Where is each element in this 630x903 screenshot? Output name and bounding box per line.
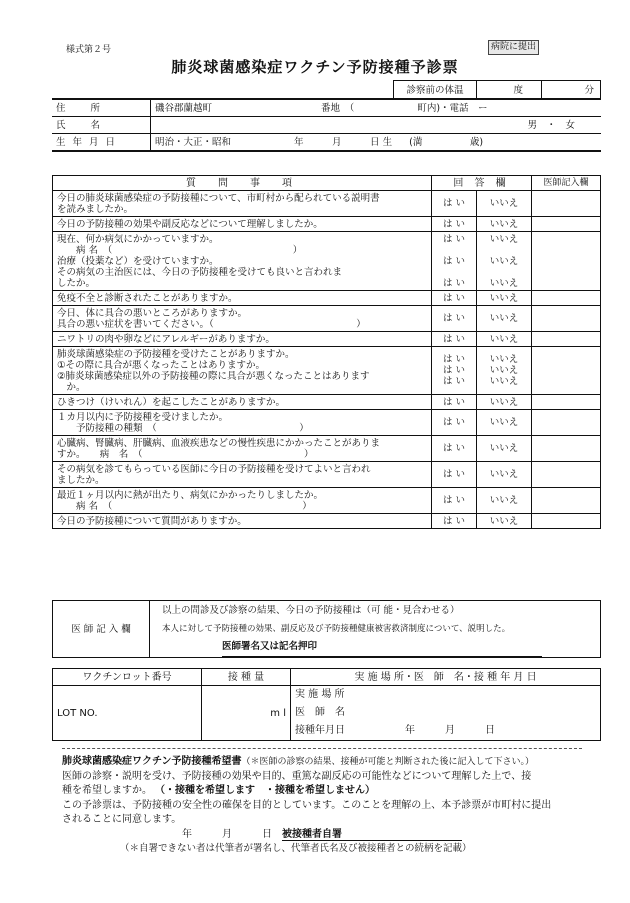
question-line: 今日の予防接種の効果や副反応などについて理解しましたか。 <box>57 218 323 230</box>
yes-option[interactable]: は い <box>442 333 466 345</box>
question-line: その病気の主治医には、今日の予防接種を受けても良いと言われま <box>57 266 343 278</box>
answer-yes[interactable] <box>432 395 477 410</box>
question-line: 肺炎球菌感染症の予防接種を受けたことがありますか。 <box>57 348 295 360</box>
yes-option[interactable]: は い <box>442 198 466 209</box>
question-row <box>53 217 601 232</box>
answer-no[interactable] <box>477 488 532 514</box>
consent-p3: この予診票は、予防接種の安全性の確保を目的としています。このことを理解の上、本予診票が市町村に提出 <box>62 799 552 811</box>
consent-options[interactable]: （・接種を希望します ・接種を希望しません） <box>160 785 375 796</box>
doctor-content <box>150 601 601 658</box>
question-line: 今日の予防接種について質問がありますか。 <box>57 515 247 527</box>
question-line: ひきつけ（けいれん）を起こしたことがありますか。 <box>57 396 286 408</box>
question-row <box>53 488 601 514</box>
doctor-judgement[interactable]: 以上の問診及び診察の結果、今日の予防接種は（可 能・見合わせる） <box>162 604 460 616</box>
question-text <box>53 488 432 514</box>
question-line: 今日の肺炎球菌感染症の予防接種について、市町村から配られている説明書 <box>57 192 380 204</box>
answer-header: 回 答 欄 <box>432 176 532 191</box>
question-line: 予防接種の種類 （ ） <box>57 422 309 434</box>
place-label: 実 施 場 所 <box>295 689 345 700</box>
answer-yes[interactable] <box>432 232 477 291</box>
answer-yes[interactable] <box>432 347 477 395</box>
answer-no[interactable] <box>477 232 532 291</box>
no-option[interactable]: いいえ <box>489 218 519 230</box>
question-line: 具合の悪い症状を書いてください。（ ） <box>57 318 366 330</box>
answer-no[interactable] <box>477 347 532 395</box>
answer-no[interactable] <box>477 410 532 436</box>
no-option[interactable]: いいえ <box>489 515 519 527</box>
consent-p2a: 種を希望しますか。 <box>62 785 152 796</box>
question-line: ②肺炎球菌感染症以外の予防接種の際に具合が悪くなったことはあります <box>57 370 370 382</box>
yes-option[interactable]: は い <box>442 218 466 230</box>
doctor-section <box>52 600 601 658</box>
answer-no[interactable] <box>477 291 532 306</box>
yes-option[interactable]: は い <box>442 365 466 376</box>
yes-option[interactable]: は い <box>442 515 466 527</box>
name-label: 氏 名 <box>52 117 151 134</box>
birth-ymd: 年 月 日 生 <box>294 136 393 148</box>
lot-header: ワクチンロット番号 <box>53 669 202 686</box>
yes-option[interactable]: は い <box>442 233 466 245</box>
question-text <box>53 395 432 410</box>
lot-number-field[interactable]: LOT NO. <box>53 686 202 741</box>
consent-footnote: （＊自署できない者は代筆者が署名し、代筆者氏名及び被接種者との続柄を記載） <box>120 843 472 854</box>
temperature-box <box>393 80 601 100</box>
yes-option[interactable]: は い <box>442 255 466 267</box>
answer-yes[interactable] <box>432 217 477 232</box>
date-units: 年 月 日 <box>405 725 495 736</box>
yes-option[interactable]: は い <box>442 443 466 454</box>
yes-option[interactable] <box>436 267 472 278</box>
question-row <box>53 191 601 217</box>
yes-option[interactable]: は い <box>442 277 466 289</box>
birth-label: 生 年 月 日 <box>52 134 151 152</box>
yes-option[interactable]: は い <box>442 396 466 408</box>
answer-no[interactable] <box>477 306 532 332</box>
questionnaire-table <box>52 175 601 529</box>
question-line: １カ月以内に予防接種を受けましたか。 <box>57 411 229 423</box>
doctor-note-cell[interactable] <box>532 217 601 232</box>
answer-yes[interactable] <box>432 306 477 332</box>
lot-label: 番地 （ <box>321 102 355 114</box>
yes-option[interactable]: は い <box>442 376 466 387</box>
question-text <box>53 232 432 291</box>
question-row <box>53 462 601 488</box>
consent-heading: 肺炎球菌感染症ワクチン予防接種希望書 <box>62 756 242 767</box>
question-text <box>53 436 432 462</box>
question-header: 質 問 事 項 <box>53 176 432 191</box>
answer-yes[interactable] <box>432 191 477 217</box>
dose-field[interactable]: m l <box>202 686 291 741</box>
doctor-note-cell[interactable] <box>532 291 601 306</box>
question-line: ①その際に具合が悪くなったことはありますか。 <box>57 359 266 371</box>
form-number: 様式第２号 <box>66 45 112 55</box>
question-row <box>53 232 601 291</box>
question-line: 免疫不全と診断されたことがありますか。 <box>57 292 238 304</box>
question-line: 現在、何か病気にかかっていますか。 <box>57 233 219 245</box>
temperature-degree[interactable]: 度 <box>477 81 542 100</box>
question-text <box>53 291 432 306</box>
doctor-note-cell[interactable] <box>532 514 601 529</box>
answer-no[interactable] <box>477 191 532 217</box>
question-line: ニワトリの肉や卵などにアレルギーがありますか。 <box>57 333 275 345</box>
question-row <box>53 514 601 529</box>
answer-yes[interactable] <box>432 488 477 514</box>
no-option[interactable] <box>481 245 527 256</box>
no-option[interactable]: いいえ <box>489 333 519 345</box>
question-line: か。 <box>57 381 86 393</box>
yes-option[interactable] <box>436 245 472 256</box>
question-line: 治療（投薬など）を受けていますか。 <box>57 255 219 267</box>
answer-yes[interactable] <box>432 462 477 488</box>
divider <box>62 748 582 749</box>
question-text <box>53 410 432 436</box>
no-option[interactable]: いいえ <box>489 396 519 408</box>
sign-date[interactable]: 年 月 日 <box>182 828 272 840</box>
question-text <box>53 514 432 529</box>
question-line: 心臓病、腎臓病、肝臓病、血液疾患などの慢性疾患にかかったことがありま <box>57 437 381 449</box>
era-options[interactable]: 明治・大正・昭和 <box>155 136 232 148</box>
no-option[interactable]: いいえ <box>489 292 519 304</box>
place-field[interactable] <box>291 686 601 741</box>
answer-no[interactable] <box>477 395 532 410</box>
question-text <box>53 306 432 332</box>
question-text <box>53 347 432 395</box>
answer-no[interactable] <box>477 217 532 232</box>
answer-no[interactable] <box>477 436 532 462</box>
question-line: 病 名 （ ） <box>57 500 312 512</box>
yes-option[interactable]: は い <box>442 469 466 480</box>
question-line: すか。 病 名 （ ） <box>57 448 314 460</box>
answer-no[interactable] <box>477 462 532 488</box>
consent-p1: 医師の診察・説明を受け、予防接種の効果や目的、重篤な副反応の可能性などについて理解した上で、接 <box>62 770 532 782</box>
question-text <box>53 191 432 217</box>
submit-stamp: 病院に提出 <box>488 40 539 55</box>
sex-options[interactable]: 男 ・ 女 <box>527 119 575 131</box>
doctor-note-cell[interactable] <box>532 306 601 332</box>
yes-option[interactable]: は い <box>442 313 466 324</box>
doctor-note-cell[interactable] <box>532 332 601 347</box>
no-option[interactable]: いいえ <box>489 354 519 365</box>
question-line: 病 名 （ ） <box>57 244 303 256</box>
no-option[interactable]: いいえ <box>489 495 519 506</box>
question-row <box>53 410 601 436</box>
answer-yes[interactable] <box>432 436 477 462</box>
yes-option[interactable]: は い <box>442 417 466 428</box>
no-option[interactable]: いいえ <box>489 255 519 267</box>
doctor-note-cell[interactable] <box>532 410 601 436</box>
doctor-note-cell[interactable] <box>532 436 601 462</box>
personal-info <box>52 98 601 152</box>
address-field[interactable] <box>151 99 602 117</box>
date-label: 接種年月日 <box>295 725 345 736</box>
consent-section <box>62 755 592 857</box>
doctor-note-cell[interactable] <box>532 462 601 488</box>
name-field[interactable] <box>151 117 602 134</box>
question-line: ましたか。 <box>57 474 105 486</box>
no-option[interactable]: いいえ <box>489 277 519 289</box>
question-row <box>53 395 601 410</box>
no-option[interactable]: いいえ <box>489 313 519 324</box>
no-option[interactable]: いいえ <box>489 233 519 245</box>
age-label: (満 歳) <box>409 136 484 148</box>
temperature-label: 診察前の体温 <box>394 81 477 100</box>
no-option[interactable]: いいえ <box>489 376 519 387</box>
question-line: したか。 <box>57 277 96 289</box>
consent-note: （＊医師の診察の結果、接種が可能と判断された後に記入して下さい。） <box>241 757 535 767</box>
address-value: 磯谷郡蘭越町 <box>155 102 213 114</box>
doctor-signature[interactable]: 医師署名又は記名押印 <box>222 638 542 657</box>
question-line: 最近１ヶ月以内に熱が出たり、病気にかかったりしましたか。 <box>57 489 324 501</box>
question-row <box>53 332 601 347</box>
doctor-header: 医師記入欄 <box>532 176 601 191</box>
temperature-minute[interactable]: 分 <box>542 81 601 100</box>
sign-field[interactable]: 被接種者自署 <box>282 829 462 841</box>
question-row <box>53 291 601 306</box>
question-line: 今日、体に具合の悪いところがありますか。 <box>57 307 248 319</box>
doctor-name-label: 医 師 名 <box>295 707 345 718</box>
question-row <box>53 306 601 332</box>
question-row <box>53 436 601 462</box>
vaccine-lot-table <box>52 668 601 741</box>
doctor-note-cell[interactable] <box>532 395 601 410</box>
answer-yes[interactable] <box>432 332 477 347</box>
birth-field[interactable] <box>151 134 602 152</box>
yes-option[interactable]: は い <box>442 495 466 506</box>
question-line: を読みましたか。 <box>57 203 134 215</box>
question-text <box>53 332 432 347</box>
doctor-note-cell[interactable] <box>532 232 601 291</box>
yes-option[interactable]: は い <box>442 292 466 304</box>
doctor-label: 医 師 記 入 欄 <box>53 601 150 658</box>
question-text <box>53 462 432 488</box>
answer-yes[interactable] <box>432 410 477 436</box>
question-line: その病気を診てもらっている医師に今日の予防接種を受けてよいと言われ <box>57 463 371 475</box>
doctor-note-cell[interactable] <box>532 488 601 514</box>
answer-yes[interactable] <box>432 514 477 529</box>
place-header: 実 施 場 所・医 師 名・接 種 年 月 日 <box>291 669 601 686</box>
doctor-note-cell[interactable] <box>532 191 601 217</box>
question-text <box>53 217 432 232</box>
no-option[interactable]: いいえ <box>489 443 519 454</box>
address-label: 住 所 <box>52 99 151 117</box>
answer-yes[interactable] <box>432 291 477 306</box>
answer-no[interactable] <box>477 514 532 529</box>
no-option[interactable]: いいえ <box>489 417 519 428</box>
no-option[interactable]: いいえ <box>489 469 519 480</box>
answer-no[interactable] <box>477 332 532 347</box>
yes-option[interactable]: は い <box>442 354 466 365</box>
no-option[interactable]: いいえ <box>489 365 519 376</box>
no-option[interactable] <box>481 267 527 278</box>
doctor-note-cell[interactable] <box>532 347 601 395</box>
page-title: 肺炎球菌感染症ワクチン予防接種予診票 <box>171 58 459 76</box>
doctor-explanation: 本人に対して予防接種の効果、副反応及び予防接種健康被害救済制度について、説明した。 <box>162 623 511 634</box>
dose-header: 接 種 量 <box>202 669 291 686</box>
question-row <box>53 347 601 395</box>
consent-p4: されることに同意します。 <box>62 814 182 825</box>
town-phone-label: 町内)・電話 ー <box>417 102 488 114</box>
no-option[interactable]: いいえ <box>489 198 519 209</box>
